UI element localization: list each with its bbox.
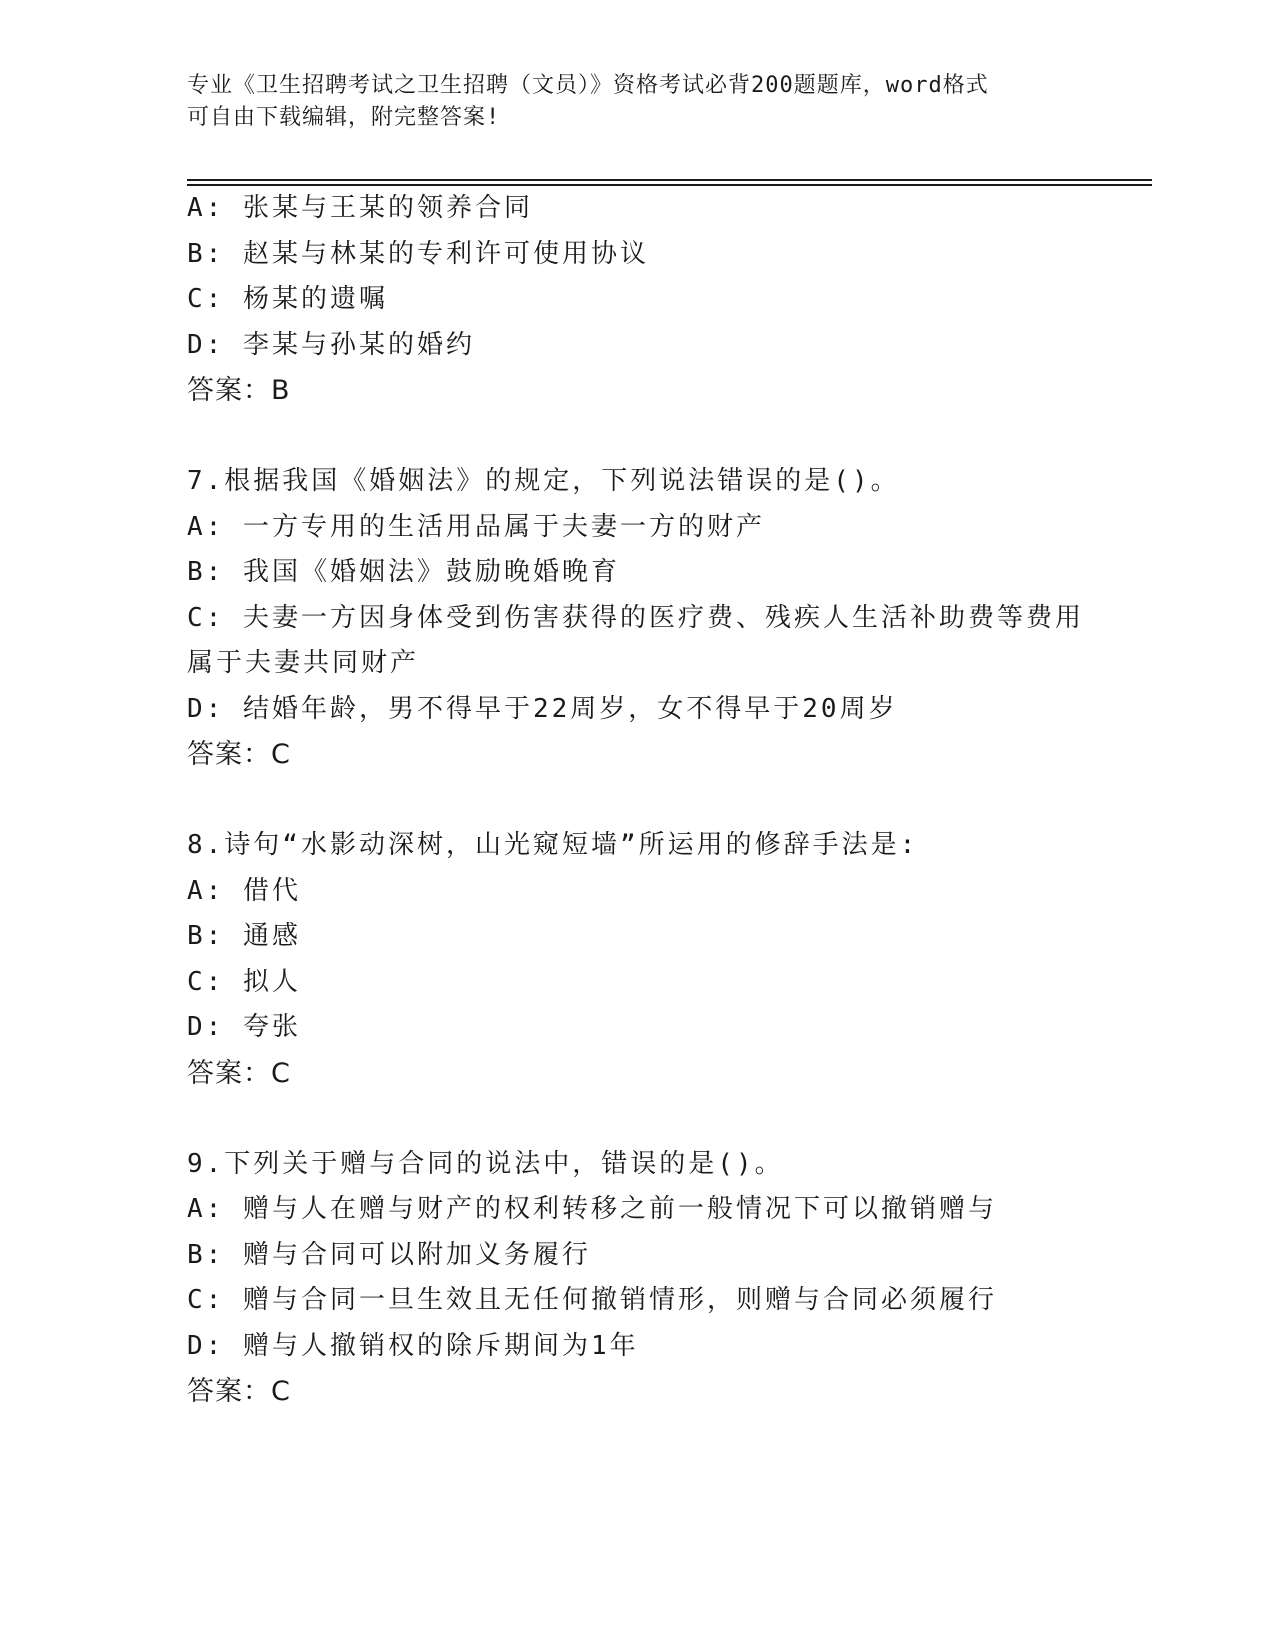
answer-line: 答案：C	[187, 1376, 291, 1407]
header-line-2: 可自由下载编辑，附完整答案!	[187, 105, 501, 130]
header-line-1: 专业《卫生招聘考试之卫生招聘（文员）》资格考试必背200题题库，word格式	[187, 73, 989, 98]
spacer	[187, 1096, 1147, 1142]
question-stem: 8.诗句“水影动深树，山光窥短墙”所运用的修辞手法是:	[187, 830, 919, 860]
option-b: B: 通感	[187, 921, 301, 951]
question-stem: 7.根据我国《婚姻法》的规定，下列说法错误的是()。	[187, 466, 900, 496]
option-b: B: 赵某与林某的专利许可使用协议	[187, 238, 649, 269]
option-a: A: 一方专用的生活用品属于夫妻一方的财产	[187, 511, 765, 542]
option-d: D: 李某与孙某的婚约	[187, 329, 475, 360]
question-stem: 9.下列关于赠与合同的说法中，错误的是()。	[187, 1148, 784, 1179]
option-c: C: 拟人	[187, 966, 301, 997]
option-a: A: 借代	[187, 875, 301, 906]
option-c: C: 夫妻一方因身体受到伤害获得的医疗费、残疾人生活补助费等费用	[187, 602, 1084, 633]
question-block-9	[187, 1142, 1147, 1415]
document-header	[187, 70, 1087, 134]
option-c-continuation: 属于夫妻共同财产	[187, 648, 420, 678]
answer-line: 答案：C	[187, 739, 291, 770]
option-a: A: 张某与王某的领养合同	[187, 193, 533, 223]
option-d: D: 夸张	[187, 1012, 301, 1042]
question-block-7	[187, 459, 1147, 778]
question-block-partial	[187, 186, 1147, 414]
document-body	[187, 186, 1147, 1415]
spacer	[187, 778, 1147, 824]
answer-line: 答案：B	[187, 375, 291, 406]
option-d: D: 赠与人撤销权的除斥期间为1年	[187, 1330, 639, 1361]
header-rule-top	[187, 179, 1152, 181]
option-d: D: 结婚年龄，男不得早于22周岁，女不得早于20周岁	[187, 693, 898, 724]
option-b: B: 我国《婚姻法》鼓励晚婚晚育	[187, 557, 620, 587]
question-block-8	[187, 823, 1147, 1096]
option-a: A: 赠与人在赠与财产的权利转移之前一般情况下可以撤销赠与	[187, 1194, 997, 1224]
spacer	[187, 414, 1147, 460]
option-c: C: 杨某的遗嘱	[187, 284, 388, 314]
option-c: C: 赠与合同一旦生效且无任何撤销情形，则赠与合同必须履行	[187, 1285, 997, 1315]
option-b: B: 赠与合同可以附加义务履行	[187, 1239, 591, 1270]
answer-line: 答案：C	[187, 1057, 291, 1089]
